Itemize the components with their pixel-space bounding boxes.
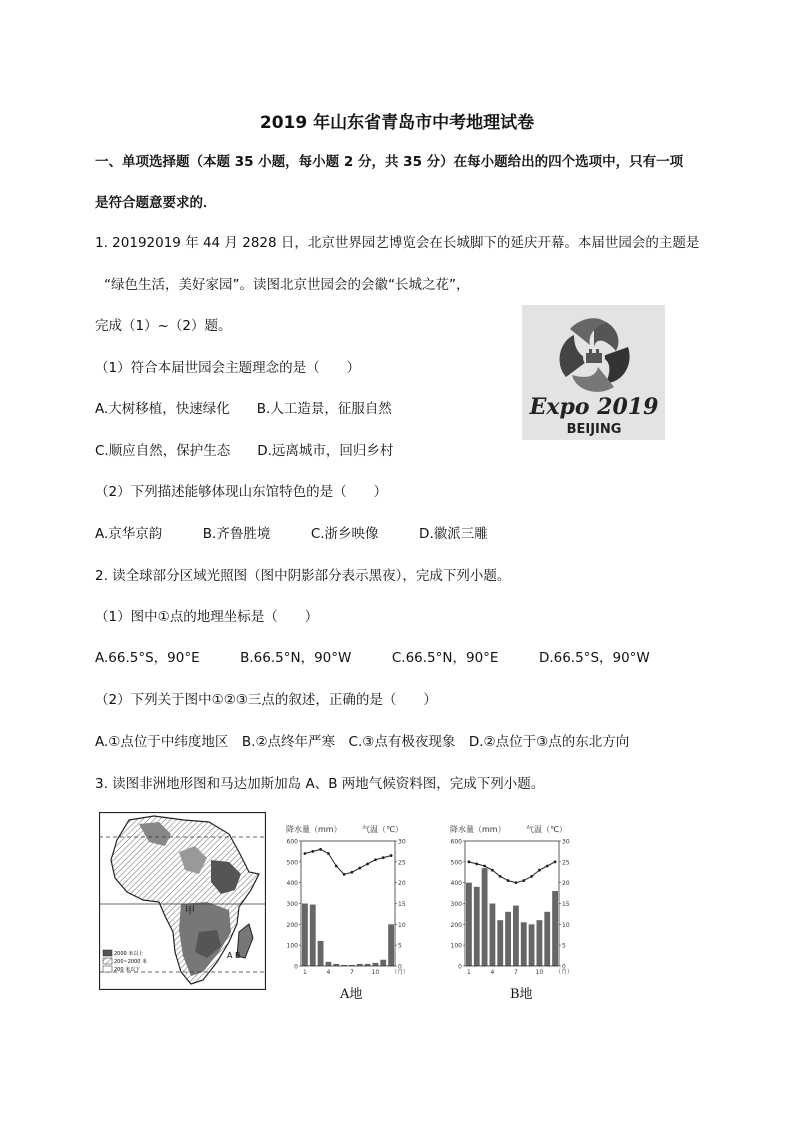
y-tick-label: 100 — [450, 942, 462, 950]
y-axis-label: 降水量（mm） — [286, 825, 342, 834]
q1-stem-line3: 完成（1）~（2）题。 — [95, 318, 232, 334]
temperature-point — [311, 850, 314, 853]
temperature-point — [468, 860, 471, 863]
q1-stem-line1: 1. 20192019 年 44 月 2828 日，北京世界园艺博览会在长城脚下的延庆开幕。本届世园会的主题是 — [95, 235, 700, 251]
q1-sub1-options-cd: C.顺应自然，保护生态 D.远离城市，回归乡村 — [95, 443, 394, 459]
africa-map — [99, 812, 266, 990]
temperature-point — [351, 871, 354, 874]
temperature-point — [382, 856, 385, 859]
temperature-point — [515, 881, 518, 884]
precipitation-bar — [380, 960, 386, 966]
temperature-point — [390, 854, 393, 857]
q2-sub1: （1）图中①点的地理坐标是（ ） — [95, 609, 319, 625]
legend-item: 200~2000 米 — [114, 959, 148, 965]
temperature-point — [327, 852, 330, 855]
temperature-point — [546, 865, 549, 868]
precipitation-bar — [521, 922, 527, 966]
temperature-point — [538, 869, 541, 872]
y-tick-label: 400 — [450, 880, 462, 888]
page-title: 2019 年山东省青岛市中考地理试卷 — [259, 113, 535, 133]
expo-logo — [522, 305, 665, 440]
y2-tick-label: 30 — [562, 838, 570, 846]
y2-tick-label: 0 — [562, 963, 566, 971]
chart-b-caption: B地 — [510, 987, 533, 1002]
precipitation-bar — [537, 920, 543, 966]
x-tick-label: 4 — [326, 969, 331, 976]
y-tick-label: 0 — [294, 963, 298, 971]
q2-sub2: （2）下列关于图中①②③三点的叙述，正确的是（ ） — [95, 692, 437, 708]
y-tick-label: 400 — [286, 880, 298, 888]
precipitation-bar — [326, 962, 332, 966]
precipitation-bar — [490, 904, 496, 967]
q2-stem: 2. 读全球部分区域光照图（图中阴影部分表示黑夜），完成下列小题。 — [95, 568, 511, 584]
temperature-point — [483, 865, 486, 868]
temperature-point — [304, 852, 307, 855]
section-heading-line1: 一、单项选择题（本题 35 小题，每小题 2 分，共 35 分）在每小题给出的四个选项中，只有一项 — [95, 154, 684, 170]
precipitation-bar — [388, 924, 394, 966]
q1-sub2: （2）下列描述能够体现山东馆特色的是（ ） — [95, 484, 388, 500]
precipitation-bar — [505, 912, 511, 966]
temperature-point — [358, 867, 361, 870]
temperature-point — [491, 869, 494, 872]
y-axis-label: 降水量（mm） — [450, 825, 506, 834]
y2-tick-label: 20 — [398, 880, 406, 888]
y2-tick-label: 15 — [562, 901, 570, 908]
precipitation-bar — [466, 883, 472, 966]
y2-tick-label: 30 — [398, 838, 406, 846]
precipitation-bar — [544, 912, 550, 966]
x-tick-label: 1 — [467, 969, 471, 976]
precipitation-bar — [513, 906, 519, 966]
temperature-point — [499, 875, 502, 878]
x-tick-label: 7 — [350, 969, 354, 976]
climate-chart-b — [448, 820, 576, 980]
temperature-point — [554, 860, 557, 863]
x-tick-label: 7 — [514, 969, 518, 976]
y2-tick-label: 5 — [398, 942, 402, 950]
q1-sub1-options-ab: A.大树移植，快速绿化 B.人工造景，征服自然 — [95, 401, 392, 417]
x-tick-label: 10 — [371, 969, 380, 976]
y-tick-label: 600 — [450, 838, 462, 846]
y-tick-label: 300 — [450, 901, 462, 908]
precipitation-bar — [482, 868, 488, 966]
y-tick-label: 0 — [458, 963, 462, 971]
great-wall-flower-icon — [560, 318, 630, 392]
x-tick-label: 10 — [535, 969, 544, 976]
q1-stem-line2: “绿色生活，美好家园”。读图北京世园会的会徽“长城之花”， — [104, 277, 470, 293]
expo-logo-text: Expo 2019 — [529, 394, 659, 420]
q2-sub2-options: A.①点位于中纬度地区 B.②点终年严寒 C.③点有极夜现象 D.②点位于③点的东北方向 — [95, 734, 630, 750]
temperature-point — [522, 879, 525, 882]
y-tick-label: 200 — [450, 921, 462, 929]
climate-chart-a — [284, 820, 412, 980]
y2-tick-label: 15 — [398, 901, 406, 908]
y2-tick-label: 10 — [562, 921, 570, 929]
expo-logo-city: BEIJING — [566, 422, 622, 437]
y2-tick-label: 0 — [398, 963, 402, 971]
map-label-jia: 甲 — [185, 906, 195, 917]
x-tick-label: 4 — [490, 969, 495, 976]
chart-a-caption: A地 — [340, 987, 363, 1002]
temperature-line — [305, 849, 391, 874]
temperature-point — [366, 863, 369, 866]
q2-sub1-options: A.66.5°S，90°E B.66.5°N，90°W C.66.5°N，90°E D.66.5°S，90°W — [95, 650, 650, 666]
q3-stem: 3. 读图非洲地形图和马达加斯加岛 A、B 两地气候资料图，完成下列小题。 — [95, 776, 545, 792]
x-axis-unit: （月） — [555, 969, 574, 976]
y-tick-label: 200 — [286, 921, 298, 929]
x-axis-unit: （月） — [391, 969, 410, 976]
y2-axis-label: 气温（℃） — [362, 825, 403, 834]
y-tick-label: 100 — [286, 942, 298, 950]
precipitation-bar — [318, 941, 324, 966]
y-tick-label: 500 — [450, 859, 462, 867]
precipitation-bar — [552, 891, 558, 966]
precipitation-bar — [302, 904, 308, 967]
temperature-point — [319, 848, 322, 851]
precipitation-bar — [474, 887, 480, 966]
y-tick-label: 300 — [286, 901, 298, 908]
q1-sub2-options: A.京华京韵 B.齐鲁胜境 C.浙乡映像 D.徽派三雕 — [95, 526, 488, 542]
temperature-point — [530, 875, 533, 878]
y2-tick-label: 25 — [398, 859, 406, 867]
temperature-point — [343, 873, 346, 876]
y2-tick-label: 5 — [562, 942, 566, 950]
precipitation-bar — [373, 963, 379, 966]
map-label-ab: A B — [227, 951, 241, 960]
y2-tick-label: 20 — [562, 880, 570, 888]
q1-sub1: （1）符合本届世园会主题理念的是（ ） — [95, 360, 361, 376]
y2-tick-label: 10 — [398, 921, 406, 929]
precipitation-bar — [529, 924, 535, 966]
temperature-point — [507, 879, 510, 882]
legend-item: 200 米以下 — [114, 967, 141, 973]
section-heading-line2: 是符合题意要求的． — [95, 195, 217, 211]
y-tick-label: 600 — [286, 838, 298, 846]
precipitation-bar — [310, 905, 316, 966]
y2-tick-label: 25 — [562, 859, 570, 867]
y-tick-label: 500 — [286, 859, 298, 867]
temperature-point — [335, 865, 338, 868]
legend-item: 2000 米以上 — [114, 951, 144, 957]
precipitation-bar — [497, 920, 503, 966]
y2-axis-label: 气温（℃） — [526, 825, 567, 834]
temperature-point — [374, 858, 377, 861]
temperature-point — [475, 863, 478, 866]
x-tick-label: 1 — [303, 969, 307, 976]
